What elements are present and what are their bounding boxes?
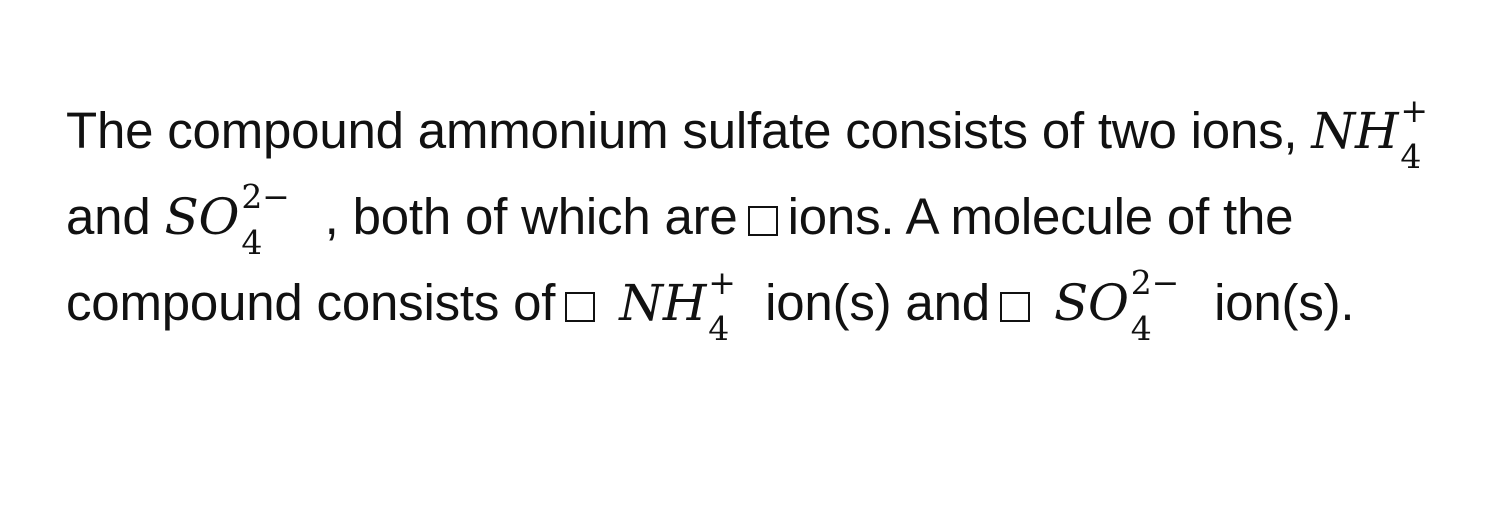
ammonium-charge: + [708, 263, 736, 302]
answer-blank-ammonium-count[interactable] [565, 292, 595, 322]
sulfate-subscript: 4 [1130, 309, 1152, 348]
question-text-part-4: ions. A molecule of the compound consists of [66, 188, 1294, 331]
ammonium-ion-formula-2 [619, 263, 751, 348]
question-text-part-5: ion(s) and [765, 274, 990, 331]
answer-blank-ion-type[interactable] [748, 206, 778, 236]
question-text [66, 88, 1466, 346]
sulfate-subscript: 4 [241, 223, 263, 262]
ammonium-charge: + [1400, 91, 1428, 130]
question-text-part-1: The compound ammonium sulfate consists of two ions, [66, 102, 1298, 159]
ammonium-ion-formula [1311, 91, 1443, 176]
sulfate-symbol: SO [164, 188, 240, 246]
ammonium-symbol: NH [619, 274, 707, 332]
sulfate-ion-formula [164, 177, 311, 262]
ammonium-subscript: 4 [708, 309, 730, 348]
sulfate-charge: 2− [241, 177, 290, 216]
sulfate-ion-formula-2 [1053, 263, 1200, 348]
sulfate-charge: 2− [1130, 263, 1180, 302]
answer-blank-sulfate-count[interactable] [1000, 292, 1030, 322]
question-text-part-6: ion(s). [1214, 274, 1355, 331]
question-text-part-3: , both of which are [324, 188, 738, 245]
ammonium-symbol: NH [1311, 102, 1399, 160]
ammonium-subscript: 4 [1400, 137, 1422, 176]
question-text-part-2: and [66, 188, 151, 245]
sulfate-symbol: SO [1053, 274, 1129, 332]
